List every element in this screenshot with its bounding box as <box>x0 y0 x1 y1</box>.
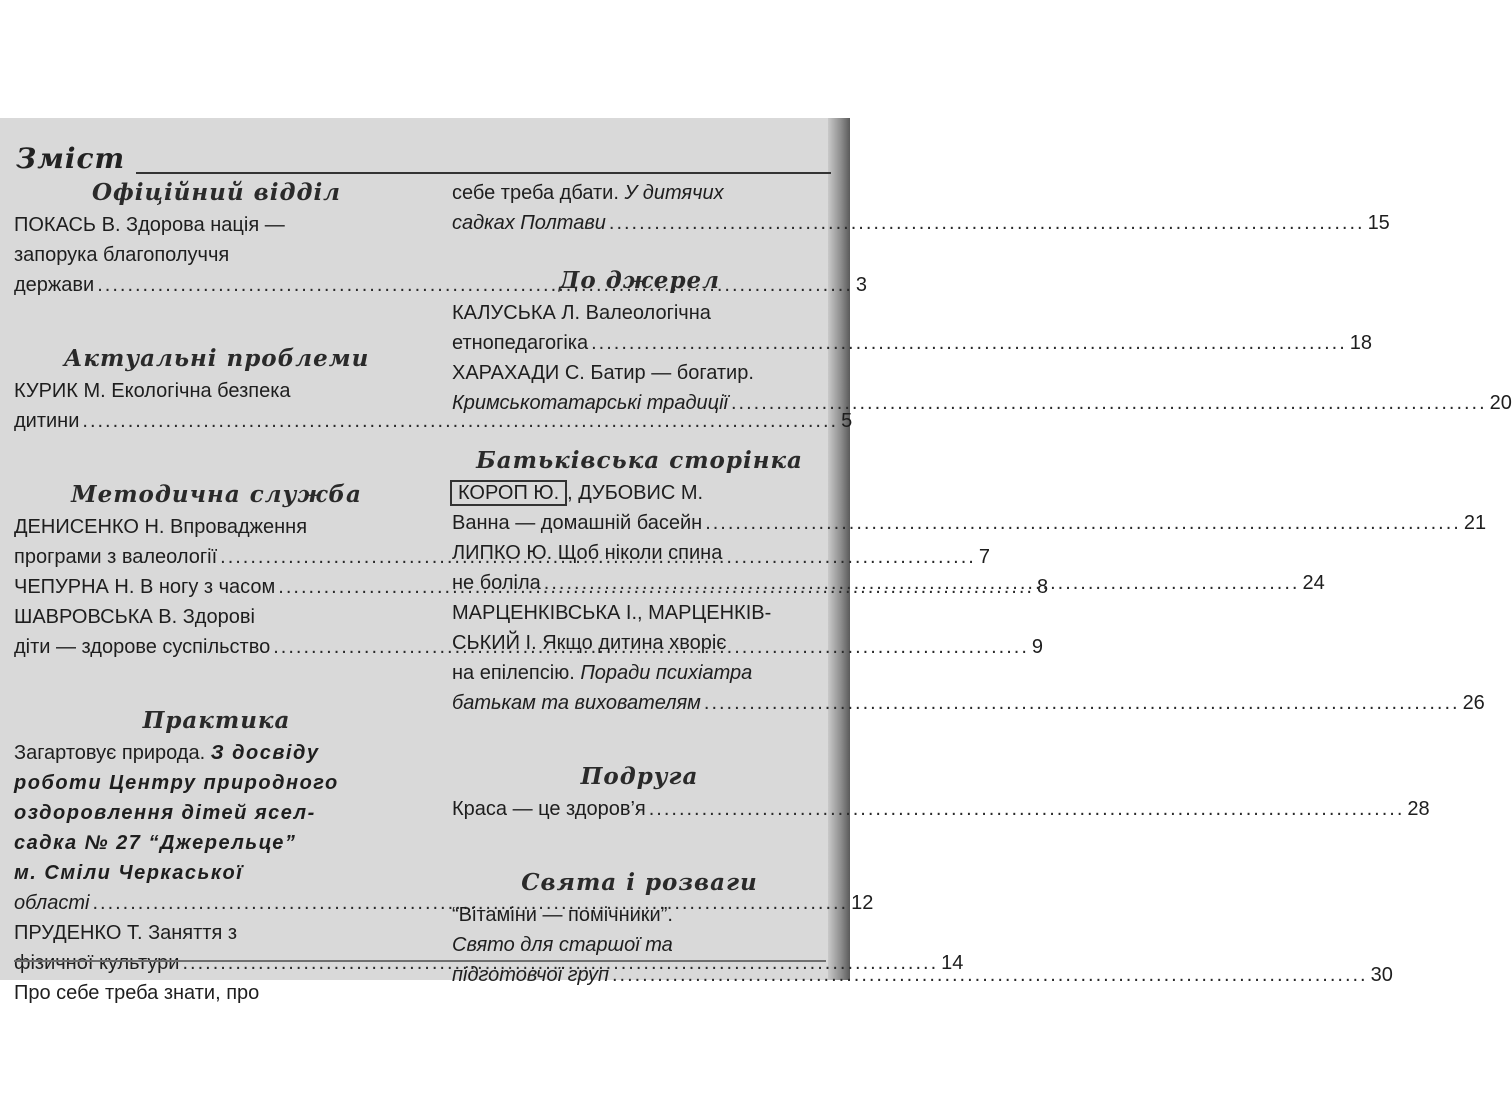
entry-text: дитини <box>14 410 80 432</box>
entry-italic-line: Свято для старшої та <box>452 934 673 956</box>
entry-line: “Вітаміни — помічники”. <box>452 904 673 926</box>
page-number: 3 <box>855 274 868 296</box>
entry-line: ДЕНИСЕНКО Н. Впровадження <box>14 516 308 538</box>
entry-last-line <box>452 688 1485 718</box>
entry-last-line <box>452 328 1373 358</box>
page-number: 30 <box>1370 964 1393 986</box>
entry-line: ПРУДЕНКО Т. Заняття з <box>14 922 238 944</box>
section-gap <box>452 824 827 866</box>
section-title: Практика <box>142 707 291 734</box>
entry-text: себе треба дбати. <box>452 182 619 204</box>
page-number: 24 <box>1302 572 1325 594</box>
toc-entry[interactable] <box>452 794 1430 824</box>
entry-text: на епілепсію. <box>452 662 575 684</box>
entry-line <box>14 738 419 768</box>
toc-page <box>0 118 1512 1004</box>
entry-last-line <box>452 208 1390 238</box>
entry-text: батькам та вихователям <box>452 692 701 714</box>
entry-line: запорука благополуччя <box>14 244 230 266</box>
entry-line <box>452 658 827 688</box>
entry-text: Кримськотатарські традиції <box>452 392 728 414</box>
section-gap <box>452 418 827 444</box>
page-number: 20 <box>1489 392 1512 414</box>
entry-text: фізичної культури <box>14 952 180 974</box>
entry-last-line <box>452 508 1487 538</box>
entry-line: СЬКИЙ І. Якщо дитина хворіє <box>452 632 727 654</box>
entry-italic-line: роботи Центру природного <box>14 772 339 794</box>
section-title: Подруга <box>580 763 699 790</box>
page-number: 14 <box>941 952 964 974</box>
page-number: 7 <box>978 546 990 568</box>
entry-text: держави <box>14 274 95 296</box>
dot-leader <box>704 688 1460 718</box>
toc-entry-continued[interactable] <box>452 178 1390 238</box>
section-title: Актуальні проблеми <box>63 345 370 372</box>
entry-line: КУРИК М. Екологічна безпека <box>14 380 291 402</box>
entry-line: ШАВРОВСЬКА В. Здорові <box>14 606 255 628</box>
entry-text: садках Полтави <box>452 212 606 234</box>
page-number: 28 <box>1407 798 1430 820</box>
page-number: 8 <box>1036 576 1049 598</box>
entry-line <box>452 478 827 508</box>
bottom-rule <box>14 960 826 962</box>
entry-last-line <box>452 388 1512 418</box>
entry-italic-line: м. Сміли Черкаської <box>14 862 244 884</box>
entry-line: МАРЦЕНКІВСЬКА І., МАРЦЕНКІВ- <box>452 602 772 624</box>
section-title: Свята і розваги <box>521 869 758 896</box>
entry-text: ЧЕПУРНА Н. В ногу з часом <box>14 576 276 598</box>
entry-line: Про себе треба знати, про <box>14 982 260 1004</box>
title-rule <box>136 172 831 174</box>
entry-last-line <box>452 794 1430 824</box>
section-gap <box>452 718 827 760</box>
section-gap <box>452 238 827 264</box>
entry-text: діти — здорове суспільство <box>14 636 271 658</box>
section-gap <box>14 300 419 342</box>
entry-text: області <box>14 892 90 914</box>
toc-entry[interactable] <box>452 478 1487 538</box>
section-title: Батьківська сторінка <box>476 447 803 474</box>
section-gap <box>14 436 419 478</box>
page-number: 5 <box>841 410 853 432</box>
entry-italic-line: оздоровлення дітей ясел- <box>14 802 316 824</box>
entry-line <box>452 178 827 208</box>
entry-italic-text: Поради психіатра <box>580 662 753 684</box>
page-number: 18 <box>1349 332 1373 354</box>
entry-text: етнопедагогіка <box>452 332 589 354</box>
entry-text: програми з валеології <box>14 546 218 568</box>
toc-entry[interactable] <box>452 598 1485 718</box>
page-number: 12 <box>851 892 874 914</box>
toc-entry[interactable] <box>452 358 1512 418</box>
entry-line: КАЛУСЬКА Л. Валеологічна <box>452 302 711 324</box>
entry-text: Загартовує природа. <box>14 742 206 764</box>
page-number: 26 <box>1462 692 1485 714</box>
dot-leader <box>612 960 1368 990</box>
page-number: 15 <box>1367 212 1390 234</box>
entry-text: Краса — це здоров’я <box>452 798 646 820</box>
entry-line: ПОКАСЬ В. Здорова нація — <box>14 214 285 236</box>
highlighted-author: КОРОП Ю. <box>450 480 567 506</box>
entry-text: Ванна — домашній басейн <box>452 512 703 534</box>
entry-line: ХАРАХАДИ С. Батир — богатир. <box>452 362 754 384</box>
entry-italic-text: У дитячих <box>624 182 724 204</box>
toc-entry[interactable] <box>452 298 1373 358</box>
section-title: Методична служба <box>71 481 362 508</box>
dot-leader <box>731 388 1487 418</box>
entry-italic-text: З досвіду <box>210 742 320 764</box>
section-title: До джерел <box>558 267 720 294</box>
entry-text: підготовчої груп <box>452 964 609 986</box>
section-gap <box>14 662 419 704</box>
toc-entry[interactable] <box>452 538 1325 598</box>
page-number: 9 <box>1031 636 1044 658</box>
dot-leader <box>591 328 1347 358</box>
page-number: 21 <box>1463 512 1487 534</box>
entry-text: , ДУБОВИС М. <box>567 482 704 504</box>
entry-last-line <box>14 406 853 436</box>
entry-line: ЛИПКО Ю. Щоб ніколи спина <box>452 542 723 564</box>
dot-leader <box>649 794 1405 824</box>
entry-last-line <box>452 568 1325 598</box>
dot-leader <box>609 208 1365 238</box>
entry-text: не боліла <box>452 572 541 594</box>
entry-italic-line: садка № 27 “Джерельце” <box>14 832 297 854</box>
dot-leader <box>544 568 1300 598</box>
section-title: Офіційний відділ <box>91 179 342 206</box>
toc-entry[interactable] <box>14 978 419 1008</box>
dot-leader <box>705 508 1461 538</box>
toc-title: Зміст <box>16 142 126 175</box>
